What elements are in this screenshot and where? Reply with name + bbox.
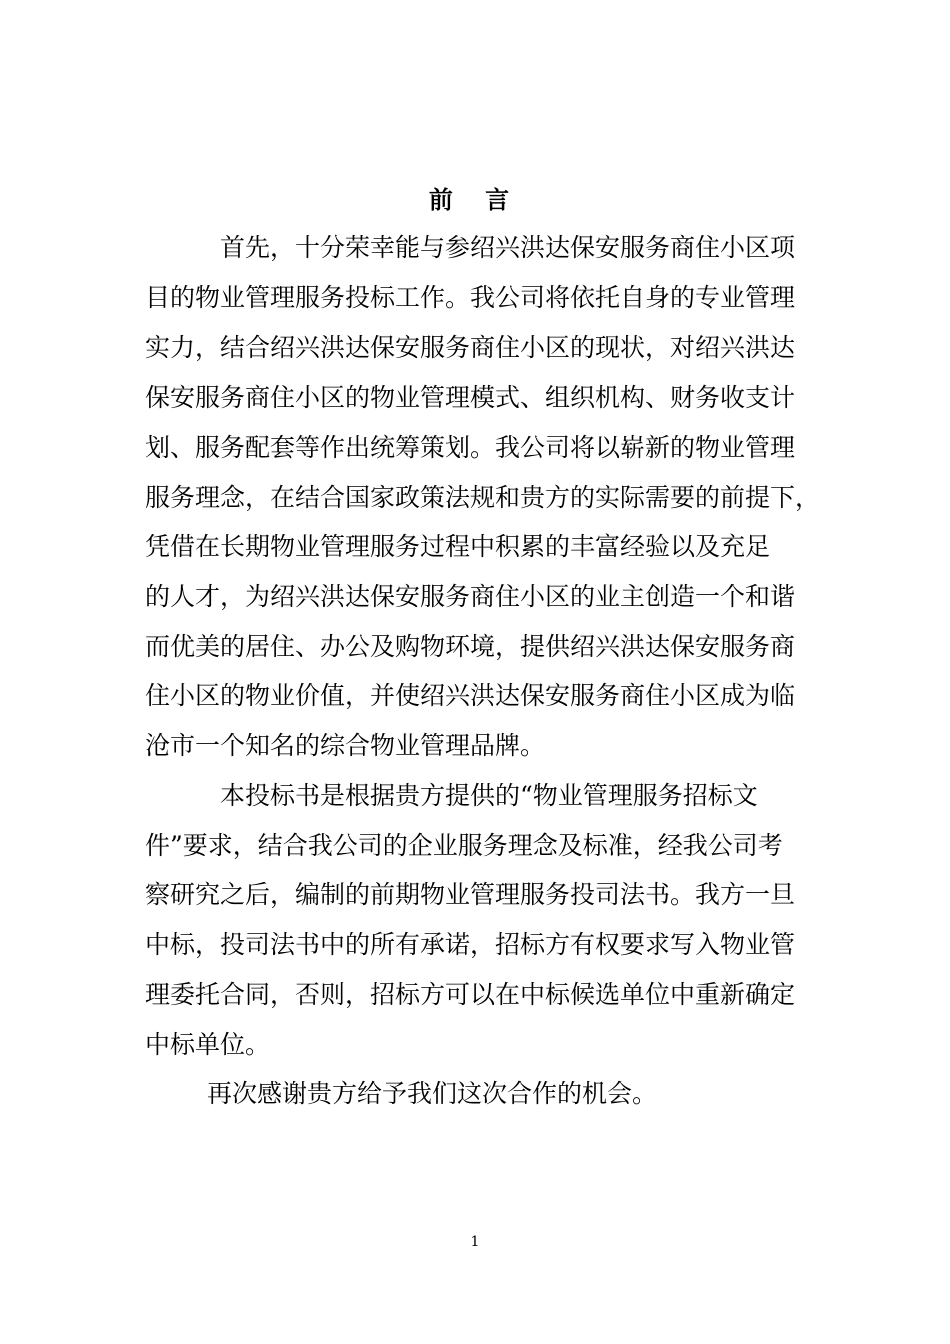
paragraph-line: 理委托合同，否则，招标方可以在中标候选单位中重新确定 (145, 980, 796, 1009)
page-number: 1 (470, 1234, 480, 1250)
paragraph-line: 服务理念，在结合国家政策法规和贵方的实际需要的前提下， (145, 483, 821, 512)
paragraph-line: 首先，十分荣幸能与参绍兴洪达保安服务商住小区项 (220, 233, 796, 262)
paragraph-line: 的人才，为绍兴洪达保安服务商住小区的业主创造一个和谐 (145, 582, 796, 611)
paragraph-line: 沧市一个知名的综合物业管理品牌。 (145, 731, 546, 760)
paragraph-line: 住小区的物业价值，并使绍兴洪达保安服务商住小区成为临 (145, 681, 796, 710)
paragraph-line: 本投标书是根据贵方提供的“物业管理服务招标文 (220, 781, 758, 810)
page-title: 前 言 (428, 185, 522, 214)
paragraph-line: 而优美的居住、办公及购物环境，提供绍兴洪达保安服务商 (145, 632, 796, 661)
paragraph-line: 实力，结合绍兴洪达保安服务商住小区的现状，对绍兴洪达 (145, 333, 796, 362)
paragraph-line: 件”要求，结合我公司的企业服务理念及标准，经我公司考 (145, 831, 783, 860)
paragraph-line: 中标，投司法书中的所有承诺，招标方有权要求写入物业管 (145, 930, 796, 959)
paragraph-line: 目的物业管理服务投标工作。我公司将依托自身的专业管理 (145, 283, 796, 312)
paragraph-line: 保安服务商住小区的物业管理模式、组织机构、财务收支计 (145, 383, 796, 412)
paragraph-line: 划、服务配套等作出统筹策划。我公司将以崭新的物业管理 (145, 433, 796, 462)
paragraph-line: 再次感谢贵方给予我们这次合作的机会。 (207, 1079, 658, 1108)
paragraph-line: 察研究之后，编制的前期物业管理服务投司法书。我方一旦 (145, 880, 796, 909)
paragraph-line: 凭借在长期物业管理服务过程中积累的丰富经验以及充足 (145, 532, 771, 561)
paragraph-line: 中标单位。 (145, 1030, 271, 1059)
